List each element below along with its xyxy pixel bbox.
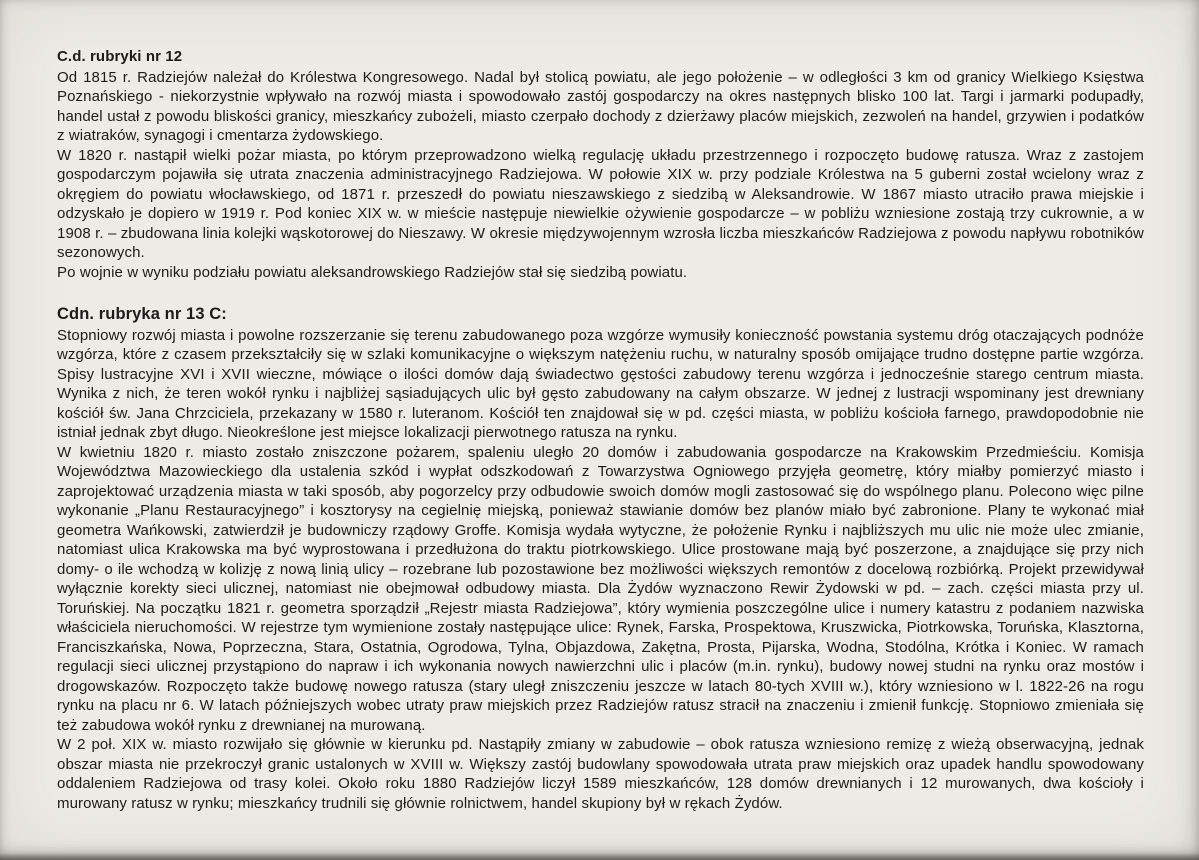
paragraph: Od 1815 r. Radziejów należał do Królestwa Kongresowego. Nadal był stolicą powiatu, ale jego położenie – w odległości 3 km od granicy Wielkiego Księstwa Poznańskiego - niekorzystnie wpływało na rozwój miasta i spowodowało zastój gospodarczy na okres następnych blisko 100 lat. Targi i jarmarki podupadły, handel ustał z powodu bliskości granicy, mieszkańcy zubożeli, miasto czerpało dochody z dzierżawy placów miejskich, zezwoleń na handel, grzywien i podatków z wiatraków, synagogi i cmentarza żydowskiego. [57, 68, 1144, 144]
paragraph: W 1820 r. nastąpił wielki pożar miasta, po którym przeprowadzono wielką regulację układu przestrzennego i rozpoczęto budowę ratusza. Wraz z zastojem gospodarczym pojawiła się utrata znaczenia administracyjnego Radziejowa. W połowie XIX w. przy podziale Królestwa na 5 guberni został wcielony wraz z okręgiem do powiatu włocławskiego, od 1871 r. przeszedł do powiatu nieszawskiego z siedzibą w Aleksandrowie. W 1867 miasto utraciło prawa miejskie i odzyskało je dopiero w 1919 r. Pod koniec XIX w. w mieście następuje niewielkie ożywienie gospodarcze – w pobliżu wzniesione zostają trzy cukrownie, a w 1908 r. – zbudowana linia kolejki wąskotorowej do Nieszawy. W okresie międzywojennym wzrosła liczba mieszkańców Radziejowa z powodu napływu robotników sezonowych. [57, 146, 1144, 261]
section-heading-rubryka-12: C.d. rubryki nr 12 [57, 48, 183, 65]
section-rubryka-12 [57, 47, 1144, 282]
paragraph: Stopniowy rozwój miasta i powolne rozszerzanie się terenu zabudowanego poza wzgórze wymusiły konieczność powstania systemu dróg otaczających podnóże wzgórza, które z czasem przekształciły się w szlaki komunikacyjne o większym natężeniu ruchu, w naturalny sposób omijające trudno dostępne partie wzgórza. Spisy lustracyjne XVI i XVII wieczne, mówiące o ilości domów dają świadectwo gęstości zabudowy terenu wzgórza i jednocześnie starego centrum miasta. Wynika z nich, że teren wokół rynku i najbliżej sąsiadujących ulic był gęsto zabudowany na całym obszarze. W jednej z lustracji wspominany jest drewniany kościół św. Jana Chrzciciela, przekazany w 1580 r. luteranom. Kościół ten znajdował się w pd. części miasta, w pobliżu kościoła farnego, prawdopodobnie nie istniał jednak zbyt długo. Nieokreślone jest miejsce lokalizacji pierwotnego ratusza na rynku. [57, 326, 1144, 441]
paragraph: Po wojnie w wyniku podziału powiatu aleksandrowskiego Radziejów stał się siedzibą powiatu. [57, 263, 688, 281]
section-heading-rubryka-13c: Cdn. rubryka nr 13 C: [57, 305, 227, 323]
paragraph: W 2 poł. XIX w. miasto rozwijało się głównie w kierunku pd. Nastąpiły zmiany w zabudowie – obok ratusza wzniesiono remizę z wieżą obserwacyjną, jednak obszar miasta nie przekroczył granic ustalonych w XVIII w. Większy zastój budowlany spowodowała utrata praw miejskich oraz upadek handlu spowodowany oddaleniem Radziejowa od trasy kolei. Około roku 1880 Radziejów liczył 1589 mieszkańców, 128 domów drewnianych i 12 murowanych, dwa kościoły i murowany ratusz w rynku; mieszkańcy trudnili się głównie rolnictwem, handel skupiony był w rękach Żydów. [57, 736, 1144, 812]
paragraph: W kwietniu 1820 r. miasto zostało zniszczone pożarem, spaleniu uległo 20 domów i zabudowania gospodarcze na Krakowskim Przedmieściu. Komisja Województwa Mazowieckiego dla ustalenia szkód i wypłat odszkodowań z Towarzystwa Ogniowego przyjęła geometrę, który miałby pomierzyć miasto i zaprojektować urządzenia miasta w taki sposób, aby pogorzelcy przy odbudowie swoich domów mogli zastosować się do wspólnego planu. Polecono więc pilne wykonanie „Planu Restauracyjnego” i kosztorysy na cegielnię miejską, ponieważ stawianie domów bez planów miało być zabronione. Plany te wykonać miał geometra Wańkowski, zatwierdził je budowniczy rządowy Groffe. Komisja wydała wytyczne, że położenie Rynku i najbliższych mu ulic nie może ulec zmianie, natomiast ulica Krakowska ma być wyprostowana i przedłużona do traktu piotrkowskiego. Ulice prostowane mają być poszerzone, a znajdujące się przy nich domy- o ile wchodzą w kolizję z nową linią ulicy – rozebrane lub pozostawione bez możliwości większych remontów z docelową rozbiórką. Projekt przewidywał wyłącznie korekty sieci ulicznej, natomiast nie obejmował odbudowy miasta. Dla Żydów wyznaczono Rewir Żydowski w pd. – zach. części miasta przy ul. Toruńskiej. Na początku 1821 r. geometra sporządził „Rejestr miasta Radziejowa”, który wymienia poszczególne ulice i numery katastru z podaniem nazwiska właściciela nieruchomości. W rejestrze tym wymienione zostały następujące ulice: Rynek, Farska, Prospektowa, Kruszwicka, Piotrkowska, Toruńska, Klasztorna, Franciszkańska, Nowa, Poprzeczna, Stara, Ostatnia, Ogrodowa, Tylna, Objazdowa, Zakętna, Prosta, Pijarska, Wodna, Stodólna, Krótka i Koniec. W ramach regulacji sieci ulicznej przystąpiono do napraw i ich wykonania nowych nawierzchni ulic i placów (m.in. rynku), budowy nowej studni na rynku oraz mostów i drogowskazów. Rozpoczęto także budowę nowego ratusza (stary uległ zniszczeniu jeszcze w latach 80-tych XVIII w.), który wzniesiono w l. 1822-26 na rogu rynku na placu nr 6. W latach późniejszych wobec utraty praw miejskich przez Radziejów ratusz stracił na znaczeniu i zmienił funkcję. Stopniowo zmieniała się też zabudowa wokół rynku z drewnianej na murowaną. [57, 443, 1144, 734]
section-rubryka-13c [57, 305, 1144, 813]
